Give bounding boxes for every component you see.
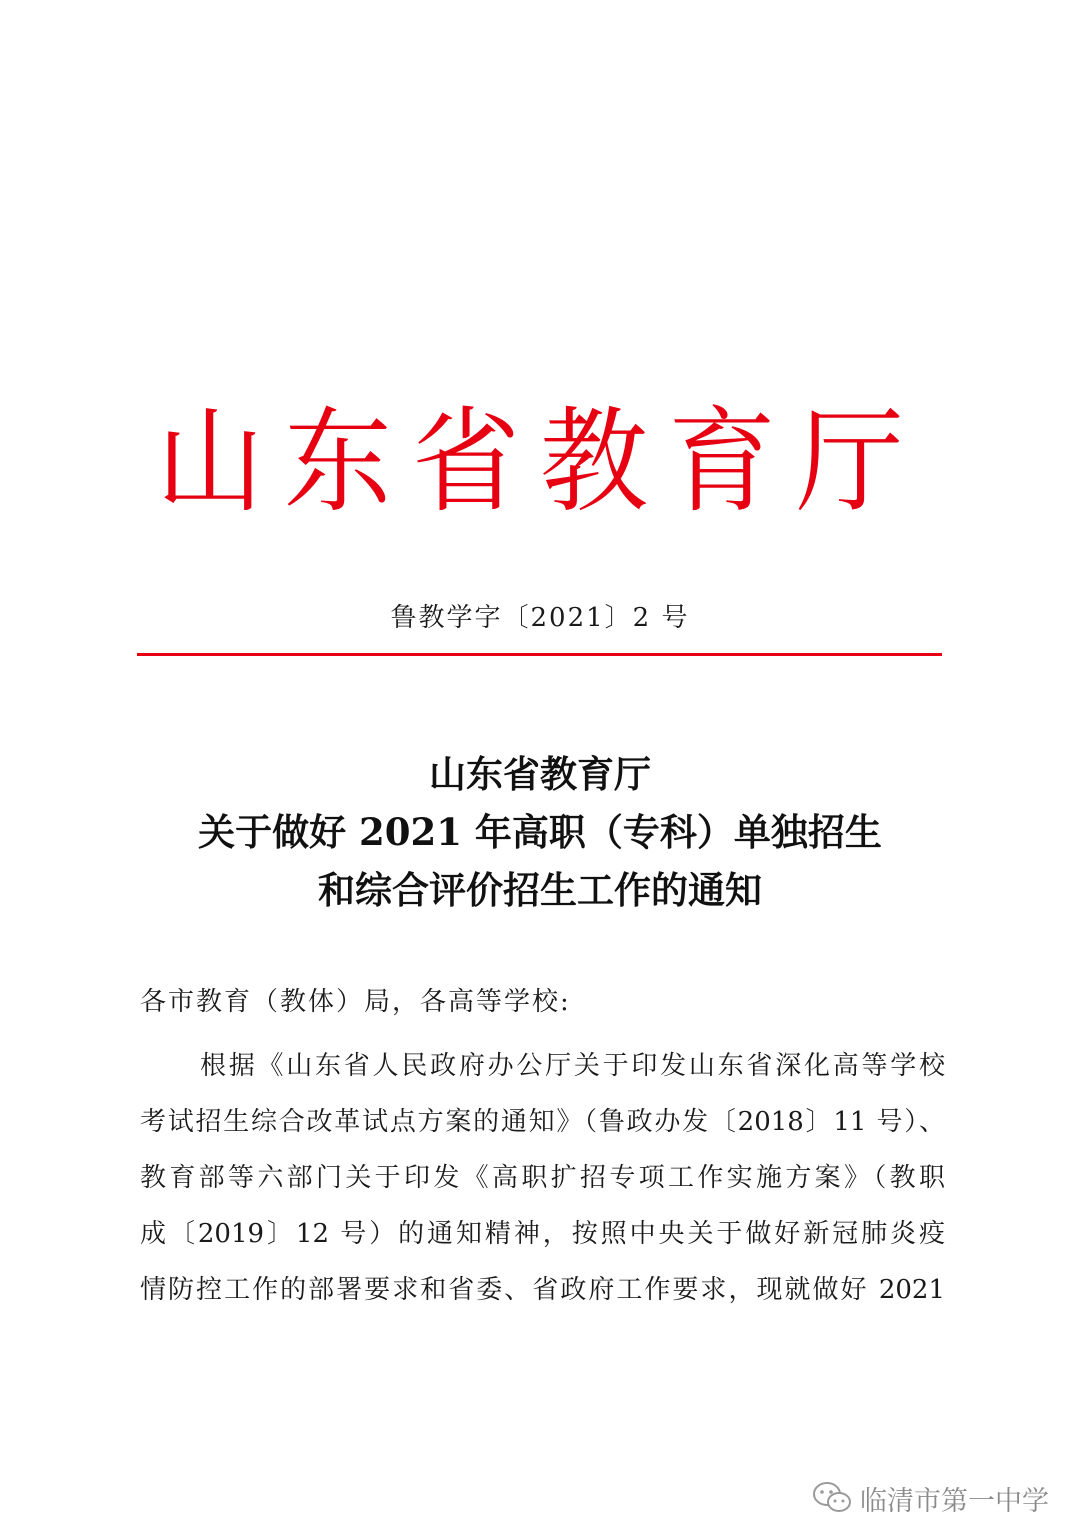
wechat-icon xyxy=(812,1481,852,1515)
document-title xyxy=(0,745,1080,919)
red-divider-line xyxy=(137,653,942,656)
body-line: 情防控工作的部署要求和省委、省政府工作要求，现就做好 2021 xyxy=(140,1275,945,1305)
body-line: 考试招生综合改革试点方案的通知》（鲁政办发〔2018〕11 号）、 xyxy=(140,1107,945,1137)
title-line: 和综合评价招生工作的通知 xyxy=(318,868,762,912)
body-line: 成〔2019〕12 号）的通知精神，按照中央关于做好新冠肺炎疫 xyxy=(140,1219,945,1249)
watermark-text: 临清市第一中学 xyxy=(860,1485,1049,1517)
title-line: 山东省教育厅 xyxy=(429,752,651,796)
title-line: 关于做好 2021 年高职（专科）单独招生 xyxy=(198,810,882,854)
salutation: 各市教育（教体）局，各高等学校: xyxy=(140,987,571,1017)
watermark xyxy=(812,1478,1049,1518)
body-line: 根据《山东省人民政府办公厅关于印发山东省深化高等学校 xyxy=(200,1051,945,1081)
document-number: 鲁教学字〔2021〕2 号 xyxy=(390,603,690,633)
body-text xyxy=(140,1038,945,1318)
body-line: 教育部等六部门关于印发《高职扩招专项工作实施方案》（教职 xyxy=(140,1163,945,1193)
issuer-header: 山东省教育厅 xyxy=(155,396,924,529)
